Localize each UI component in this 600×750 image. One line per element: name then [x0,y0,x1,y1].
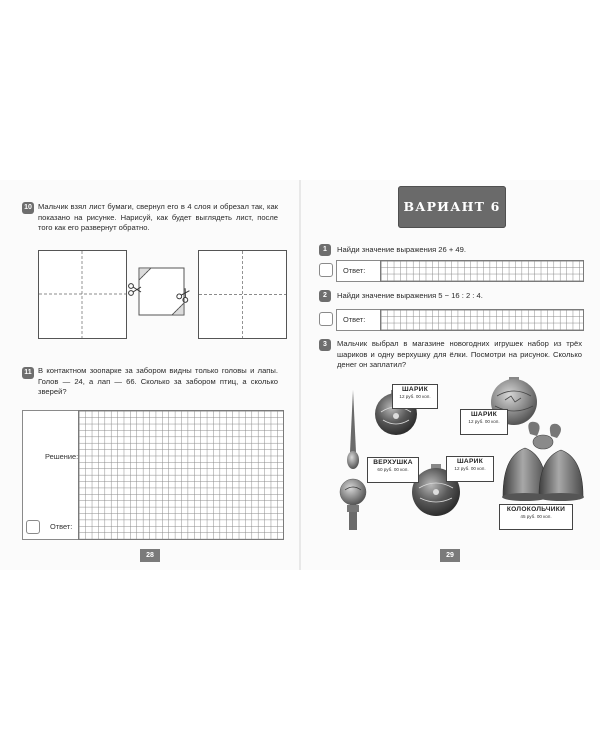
price-tag-ball-1 [392,384,438,409]
solution-label: Решение: [45,452,79,461]
tree-topper-ornament [340,390,366,530]
page-number-29: 29 [440,549,460,562]
task-2-answer-label: Ответ: [343,315,366,324]
price-tag-name: ШАРИК [393,385,437,393]
task-1-answer-grid[interactable] [380,260,584,282]
price-tag-name: ШАРИК [447,457,493,465]
price-tag-name: ШАРИК [461,410,507,418]
price-tag-price: 45 руб. 00 коп. [520,514,552,519]
answer-sheet-drawing-area[interactable] [199,251,287,339]
sheet-unfolded-diagram [39,251,127,339]
price-tag-price: 12 руб. 00 коп. [454,466,486,471]
task-2-answer-grid[interactable] [380,309,584,331]
price-tag-ball-3 [446,456,494,482]
task-2-badge: 2 [319,290,331,302]
task-1-answer-label: Ответ: [343,266,366,275]
task-2-checkbox[interactable] [319,312,333,326]
task-2-text: Найди значение выражения 5 − 16 : 2 : 4. [337,291,483,300]
variant-title-text: ВАРИАНТ 6 [403,199,501,214]
folded-sheet-diagram [139,268,184,315]
price-tag-price: 12 руб. 00 коп. [468,419,500,424]
page-number-28: 28 [140,549,160,562]
task-11-checkbox[interactable] [26,520,40,534]
price-tag-price: 60 руб. 00 коп. [377,467,409,472]
answer-label: Ответ: [50,522,73,531]
price-tag-price: 12 руб. 00 коп. [399,394,431,399]
task-10-badge: 10 [22,202,34,214]
task-3-badge: 3 [319,339,331,351]
page-spine [299,180,301,570]
price-tag-bells [499,504,573,530]
task-1-text: Найди значение выражения 26 + 49. [337,245,466,254]
task-10-text: Мальчик взял лист бумаги, свернул его в 4 слоя и обрезал так, как показано на рисунке. Нарисуй, как будет выглядеть лист, после того как его развернут обратно. [38,202,278,232]
task-11-badge: 11 [22,367,34,379]
price-tag-ball-2 [460,409,508,435]
task-10-figure [38,250,288,342]
task-11-text: В контактном зоопарке за забором видны только головы и лапы. Голов — 24, а лап — 66. Сколько за забором птиц, а сколько зверей? [38,366,278,396]
price-tag-topper [367,457,419,483]
price-tag-name: КОЛОКОЛЬЧИКИ [500,505,572,513]
price-tag-name: ВЕРХУШКА [368,458,418,466]
task-1-badge: 1 [319,244,331,256]
bells-ornament [502,422,584,501]
solution-grid[interactable] [78,410,284,540]
variant-title [398,186,506,228]
task-3-text: Мальчик выбрал в магазине новогодних игрушек набор из трёх шариков и одну верхушку для ёлки. Посмотри на рисунок. Сколько денег он заплатил? [337,339,582,369]
task-1-checkbox[interactable] [319,263,333,277]
